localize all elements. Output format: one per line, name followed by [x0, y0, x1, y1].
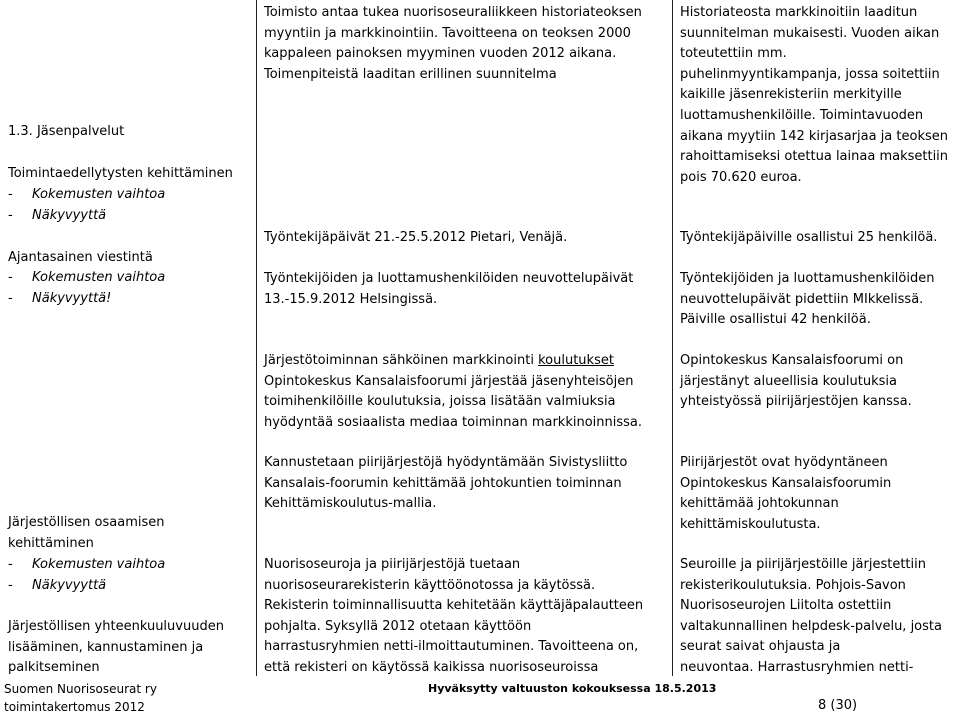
text-line: toimihenkilöille koulutuksia, joissa lisätään valmiuksia	[264, 394, 616, 410]
footer-approval: Hyväksytty valtuuston kokouksessa 18.5.2013	[428, 682, 717, 695]
right-block-5	[680, 453, 891, 535]
text-line: neuvottelupäivät pidettiin MIkkelissä.	[680, 291, 924, 307]
text-line: aikana myytiin 142 kirjasarjaa ja teoksen	[680, 128, 948, 144]
text-line: Työntekijöiden ja luottamushenkilöiden neuvottelupäivät	[264, 271, 634, 286]
text-line: Työntekijäpäiville osallistui 25 henkilöä.	[680, 230, 938, 245]
group1-item: - Kokemusten vaihtoa	[8, 187, 166, 202]
right-block-4	[680, 351, 912, 413]
middle-block-1	[264, 3, 642, 85]
group1-heading: Toimintaedellytysten kehittäminen	[8, 166, 233, 181]
group2-heading: Ajantasainen viestintä	[8, 250, 153, 265]
text-line: rahoittamiseksi otettua lainaa maksettiin	[680, 149, 949, 165]
text-line: Opintokeskus Kansalaisfoorumi on	[680, 353, 904, 368]
group2-item: - Näkyvyyttä!	[8, 291, 112, 306]
text-line: Kansalais-foorumin kehittämää johtokuntien toiminnan	[264, 475, 622, 491]
text-line: Historiateosta markkinoitiin laaditun	[680, 5, 918, 20]
text-line: Piirijärjestöt ovat hyödyntäneen	[680, 455, 888, 470]
right-block-2	[680, 228, 937, 249]
middle-block-3	[264, 269, 633, 310]
text-line: seurat saivat ohjausta ja	[680, 639, 841, 655]
group2-item: - Kokemusten vaihtoa	[8, 270, 166, 285]
text-line: Opintokeskus Kansalaisfoorumi järjestää jäsenyhteisöjen	[264, 373, 634, 389]
text-line: pohjalta. Syksyllä 2012 otetaan käyttöön	[264, 618, 532, 634]
text-line: rekisterikoulutuksia. Pohjois-Savon	[680, 577, 906, 593]
middle-block-4	[264, 351, 642, 433]
group3-heading: kehittäminen	[8, 536, 94, 551]
text-line: Kannustetaan piirijärjestöjä hyödyntämään Sivistysliitto	[264, 455, 628, 470]
text-line: Nuorisoseuroja ja piirijärjestöjä tuetaan	[264, 557, 521, 572]
footer-org-line1: Suomen Nuorisoseurat ry	[4, 682, 157, 696]
right-block-3	[680, 269, 934, 331]
text-line: kaikille jäsenrekisteriin merkityille	[680, 87, 902, 103]
text-line: 13.-15.9.2012 Helsingissä.	[264, 291, 438, 307]
middle-block-2	[264, 228, 567, 249]
text-line: Toimenpiteistä laaditan erillinen suunnitelma	[264, 66, 557, 82]
column-divider-left	[256, 0, 257, 676]
text-line: pois 70.620 euroa.	[680, 169, 802, 185]
group3-heading: Järjestöllisen osaamisen	[8, 515, 165, 530]
text-line: Työntekijöiden ja luottamushenkilöiden	[680, 271, 935, 286]
text-line: neuvontaa. Harrastusryhmien netti-	[680, 659, 914, 675]
column-divider-right	[672, 0, 673, 676]
text-line: järjestänyt alueellisia koulutuksia	[680, 373, 897, 389]
text-line: Nuorisoseurojen Liitolta ostettiin	[680, 598, 892, 614]
group1-item: - Näkyvyyttä	[8, 208, 107, 223]
text-line: kehittämää johtokunnan	[680, 496, 839, 512]
text-line: Kehittämiskoulutus-mallia.	[264, 496, 437, 512]
text-line: luottamushenkilöille. Toimintavuoden	[680, 107, 924, 123]
group3-item: - Näkyvyyttä	[8, 578, 107, 593]
right-block-1	[680, 3, 948, 188]
right-block-6	[680, 555, 942, 679]
text-line: toteutettiin mm.	[680, 46, 787, 62]
text-line: Rekisterin toiminnallisuutta kehitetään käyttäjäpalautteen	[264, 598, 644, 614]
text-line: suunnitelman mukaisesti. Vuoden aikan	[680, 25, 940, 41]
text-line: Päiville osallistui 42 henkilöä.	[680, 312, 871, 328]
text-line: puhelinmyyntikampanja, jossa soitettiin	[680, 66, 940, 82]
footer-org-line2: toimintakertomus 2012	[4, 700, 145, 714]
text-line: valtakunnallinen helpdesk-palvelu, josta	[680, 618, 942, 634]
group4-line: palkitseminen	[8, 660, 100, 675]
text-line: että rekisteri on käytössä kaikissa nuorisoseuroissa	[264, 659, 599, 675]
text-line: yhteistyössä piirijärjestöjen kanssa.	[680, 394, 912, 410]
text-line: myyntiin ja markkinointiin. Tavoitteena on teoksen 2000	[264, 25, 631, 41]
page-number: 8 (30)	[818, 698, 858, 713]
text-line: kappaleen painoksen myyminen vuoden 2012 aikana.	[264, 46, 617, 62]
text-line: nuorisoseurarekisterin käyttöönotossa ja käytössä.	[264, 577, 596, 593]
text-line: Opintokeskus Kansalaisfoorumin	[680, 475, 892, 491]
text-line: Työntekijäpäivät 21.-25.5.2012 Pietari, Venäjä.	[264, 230, 568, 245]
section-title: 1.3. Jäsenpalvelut	[8, 124, 125, 139]
text-line: kehittämiskoulutusta.	[680, 516, 821, 532]
group3-item: - Kokemusten vaihtoa	[8, 557, 166, 572]
text-line: Järjestötoiminnan sähköinen markkinointi koulutukset	[264, 353, 614, 368]
group4-line: Järjestöllisen yhteenkuuluvuuden	[8, 619, 224, 634]
group4-line: lisääminen, kannustaminen ja	[8, 640, 204, 655]
middle-block-6	[264, 555, 643, 679]
text-line: harrastusryhmien netti-ilmoittautuminen. Tavoitteena on,	[264, 639, 639, 655]
text-line: Toimisto antaa tukea nuorisoseuraliikkeen historiateoksen	[264, 5, 642, 20]
middle-block-5	[264, 453, 627, 515]
text-line: Seuroille ja piirijärjestöille järjestettiin	[680, 557, 926, 572]
text-line: hyödyntää sosiaalista mediaa toiminnan markkinoinnissa.	[264, 414, 642, 430]
